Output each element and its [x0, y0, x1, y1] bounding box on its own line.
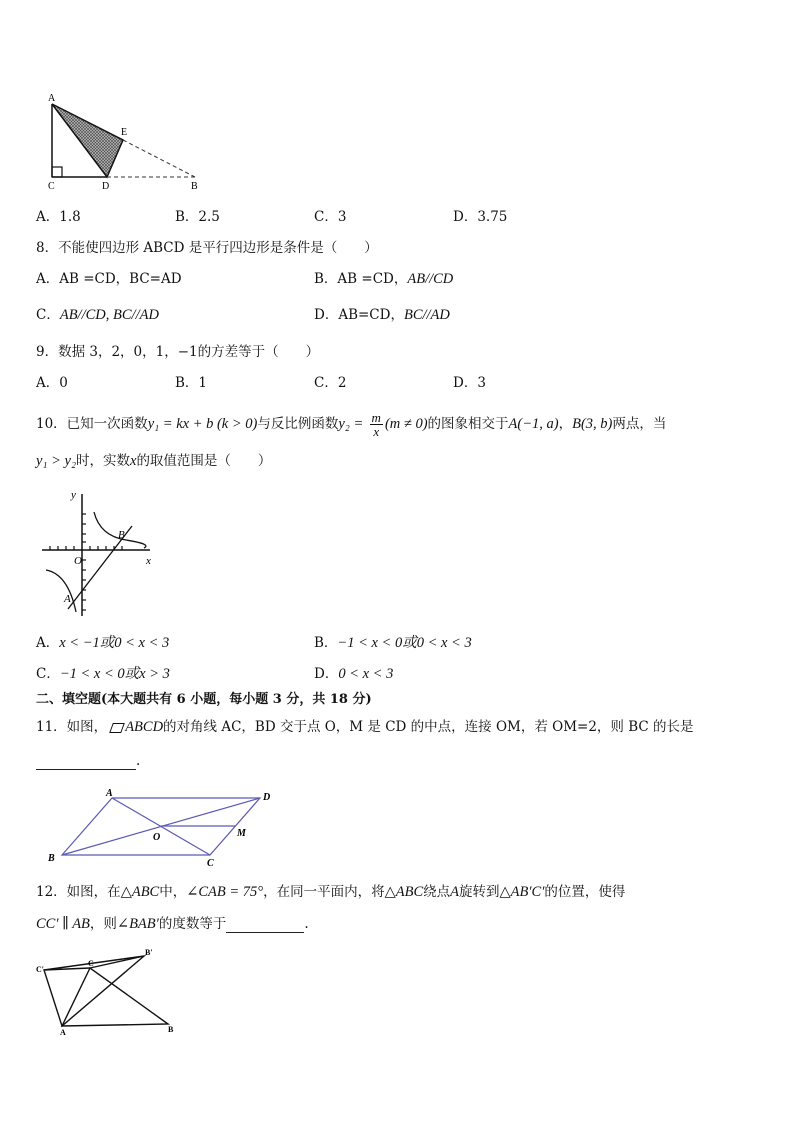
label-b: B [191, 181, 198, 192]
q12-label-b-prime: B′ [145, 948, 153, 957]
q12-rotation-figure [34, 946, 184, 1038]
q8-option-d-prefix: D．AB=CD， [314, 307, 404, 323]
q10-fraction-num: m [371, 410, 381, 425]
shaded-region [52, 104, 123, 177]
q10-line2-b: 的取值范围是（ ） [136, 453, 272, 469]
q12-l2-b: 的度数等于 [158, 916, 227, 932]
q11-end: . [136, 753, 141, 769]
q9-option-a: A．0 [36, 375, 68, 391]
q12-l1-c: ，在同一平面内，将 [263, 884, 385, 900]
q12-l2-a: ，则 [89, 916, 117, 932]
q8-option-c-math: AB//CD, BC//AD [59, 307, 159, 323]
q12-label-a: A [60, 1028, 66, 1037]
q10-option-a [36, 634, 169, 652]
q12-angle-cab: ∠CAB = 75° [186, 884, 264, 900]
q12-label-b: B [168, 1025, 174, 1034]
q8-option-b [314, 270, 453, 288]
q10-sep: ， [558, 416, 573, 432]
q12-l1-b: 中， [159, 884, 187, 900]
q10-option-c [36, 665, 170, 683]
q10-function-graph [38, 484, 163, 620]
q12-line2 [36, 915, 309, 933]
q10-text-mid: 与反比例函数 [257, 416, 339, 432]
label-e: E [121, 127, 128, 138]
q10-inverse-lhs: y₂ = [338, 416, 364, 432]
q10-line1 [36, 411, 666, 438]
graph-label-a: A [64, 593, 71, 605]
q12-point-a: A [450, 884, 460, 900]
q7-option-c: C．3 [314, 209, 347, 225]
q12-triangle-abc-prime: △AB′C′ [499, 884, 545, 900]
q12-parallel-condition: CC′ ∥ AB [36, 916, 90, 932]
q11-label-b: B [48, 853, 55, 864]
q11-stem [36, 718, 694, 736]
q9-option-b: B．1 [175, 375, 208, 391]
q11-answer-blank[interactable] [36, 757, 136, 770]
q12-l1-f: 的位置，使得 [544, 884, 626, 900]
q11-label-o: O [153, 832, 161, 843]
q10-condition: y₁ > y₂ [36, 453, 76, 469]
q10-option-a-prefix: A． [36, 635, 60, 651]
q8-option-d-math: BC//AD [403, 307, 450, 323]
q9-option-c: C．2 [314, 375, 347, 391]
q7-option-b: B．2.5 [175, 209, 220, 225]
graph-label-b: B [118, 529, 125, 541]
q10-option-b-math: −1 < x < 0或0 < x < 3 [337, 635, 472, 651]
q10-text-mid2: 的图象相交于 [427, 416, 509, 432]
q11-label-m: M [237, 828, 246, 839]
q10-number: 10．已知一次函数 [36, 416, 148, 432]
parallelogram-symbol-icon [109, 723, 125, 733]
q8-stem: 8．不能使四边形 ABCD 是平行四边形是条件是（ ） [36, 240, 378, 256]
graph-label-x: x [146, 555, 151, 567]
q9-stem: 9．数据 3，2，0，1，−1的方差等于（ ） [36, 344, 320, 360]
q12-l1-a: 12．如图，在 [36, 884, 121, 900]
segment-cc-prime [44, 968, 90, 970]
q12-l1-d: 绕点 [423, 884, 451, 900]
q12-l1-e: 旋转到 [459, 884, 500, 900]
q12-l2-end: . [304, 916, 309, 932]
graph-label-y: y [71, 489, 76, 501]
q7-option-a: A．1.8 [36, 209, 81, 225]
q8-option-c [36, 306, 159, 324]
q10-fraction [370, 411, 383, 438]
label-c: C [48, 181, 55, 192]
q12-angle-bab-prime: ∠BAB′ [116, 916, 159, 932]
q10-point-a: A(−1, a) [508, 416, 559, 432]
q10-option-c-prefix: C． [36, 666, 60, 682]
q11-label-a: A [106, 788, 113, 799]
q11-answer-line [36, 752, 140, 770]
q10-option-d [314, 665, 393, 683]
q11-pg-name: ABCD [125, 719, 164, 735]
q10-line2-a: 时，实数 [76, 453, 130, 469]
q11-label-c: C [207, 858, 214, 868]
q11-label-d: D [263, 792, 271, 803]
q10-linear-func: y₁ = kx + b (k > 0) [147, 416, 258, 432]
hyperbola-branch-3 [46, 570, 76, 612]
q8-option-b-math: AB//CD [407, 271, 454, 287]
graph-label-o: O [74, 555, 82, 567]
q8-option-a: A．AB =CD，BC=AD [36, 271, 182, 287]
dashed-line-eb [123, 140, 195, 177]
q11-rest: 的对角线 AC，BD 交于点 O，M 是 CD 的中点，连接 OM，若 OM=2，则 BC 的长是 [163, 719, 694, 735]
q10-line2 [36, 452, 271, 470]
q8-option-d [314, 306, 450, 324]
triangle-abc [62, 968, 168, 1026]
q12-label-c-prime: C′ [36, 965, 45, 974]
q7-triangle-figure [40, 90, 210, 195]
q12-label-c: C [88, 959, 94, 968]
q10-var-x: x [130, 453, 137, 469]
q8-option-b-prefix: B．AB =CD， [314, 271, 408, 287]
q10-inverse-cond: (m ≠ 0) [384, 416, 428, 432]
q12-triangle-abc-2: △ABC [384, 884, 424, 900]
q10-option-c-math: −1 < x < 0或x > 3 [59, 666, 170, 682]
q10-fraction-den: x [373, 424, 380, 439]
q8-option-c-prefix: C． [36, 307, 60, 323]
q10-option-b [314, 634, 472, 652]
q10-point-b: B(3, b) [572, 416, 613, 432]
q10-option-d-math: 0 < x < 3 [338, 666, 394, 682]
q12-line1 [36, 883, 625, 901]
q11-number: 11．如图， [36, 719, 108, 735]
section-title-fill-in: 二、填空题(本大题共有 6 小题，每小题 3 分，共 18 分) [36, 692, 372, 707]
q11-parallelogram-figure [42, 786, 282, 868]
q12-answer-blank[interactable] [226, 920, 304, 933]
q10-option-a-math: x < −1或0 < x < 3 [59, 635, 170, 651]
label-d: D [102, 181, 110, 192]
q9-option-d: D．3 [453, 375, 486, 391]
q10-option-d-prefix: D． [314, 666, 339, 682]
q12-triangle-abc: △ABC [120, 884, 160, 900]
q10-tail: 两点，当 [612, 416, 667, 432]
label-a: A [48, 93, 56, 104]
q10-option-b-prefix: B． [314, 635, 338, 651]
right-angle-mark [52, 167, 62, 177]
q7-option-d: D．3.75 [453, 209, 508, 225]
